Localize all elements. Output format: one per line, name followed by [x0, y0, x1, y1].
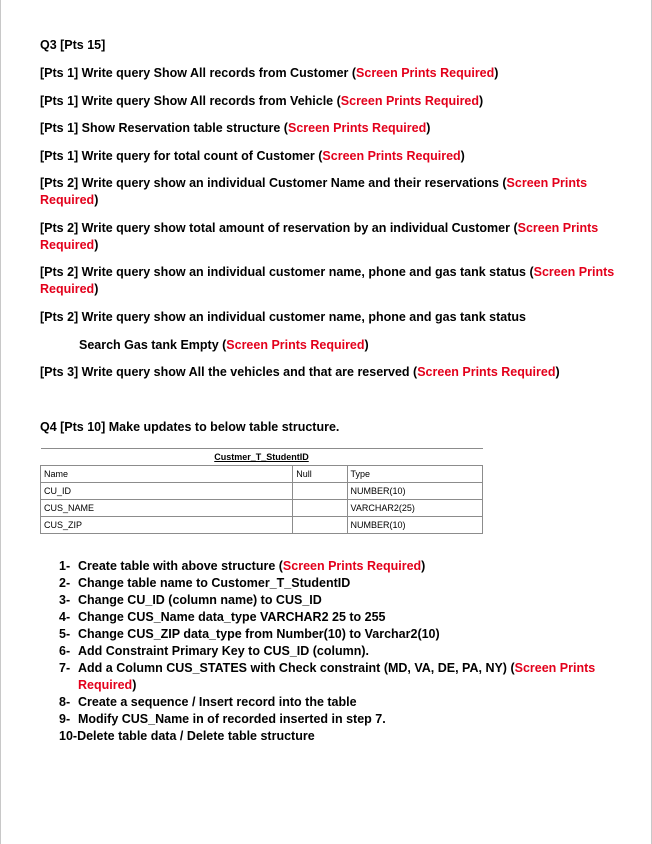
screen-prints-note: Screen Prints Required [40, 221, 599, 252]
q3-item-2: [Pts 1] Write query Show All records from Vehicle (Screen Prints Required) [40, 94, 484, 108]
step-10: 10-Delete table data / Delete table structure [59, 729, 315, 743]
cell-null [293, 483, 347, 500]
page-left-border [0, 0, 1, 844]
screen-prints-note: Screen Prints Required [78, 661, 596, 692]
table-header-row [41, 466, 483, 483]
q3-item-8: [Pts 2] Write query show an individual customer name, phone and gas tank status [40, 310, 526, 324]
table-title-row [41, 449, 483, 466]
table-row [41, 483, 483, 500]
step-3: 3- Change CU_ID (column name) to CUS_ID [59, 593, 322, 607]
screen-prints-note: Screen Prints Required [322, 149, 461, 163]
q3-item-4: [Pts 1] Write query for total count of Customer (Screen Prints Required) [40, 149, 465, 163]
step-8: 8- Create a sequence / Insert record into the table [59, 695, 357, 709]
cell-name: CUS_ZIP [41, 517, 293, 534]
q4-heading: Q4 [Pts 10] Make updates to below table structure. [40, 420, 340, 434]
q3-item-1: [Pts 1] Write query Show All records from Customer (Screen Prints Required) [40, 66, 499, 80]
steps-list [59, 558, 619, 745]
q3-item-7: [Pts 2] Write query show an individual customer name, phone and gas tank status (Screen Prints Required) [40, 265, 615, 296]
step-4: 4- Change CUS_Name data_type VARCHAR2 25 to 255 [59, 610, 386, 624]
step-2: 2- Change table name to Customer_T_StudentID [59, 576, 351, 590]
screen-prints-note: Screen Prints Required [282, 559, 422, 573]
step-6: 6- Add Constraint Primary Key to CUS_ID (column). [59, 644, 370, 658]
cell-null [293, 500, 347, 517]
cell-type: NUMBER(10) [347, 483, 482, 500]
column-header-name: Name [41, 466, 293, 483]
screen-prints-note: Screen Prints Required [226, 338, 365, 352]
cell-null [293, 517, 347, 534]
q3-item-6: [Pts 2] Write query show total amount of reservation by an individual Customer (Screen Prints Required) [40, 221, 599, 252]
q3-item-5: [Pts 2] Write query show an individual Customer Name and their reservations (Screen Prints Required) [40, 176, 588, 207]
table-title: Custmer_T_StudentID [41, 449, 483, 466]
table-structure [40, 448, 483, 534]
q3-item-3: [Pts 1] Show Reservation table structure (Screen Prints Required) [40, 121, 431, 135]
screen-prints-note: Screen Prints Required [40, 265, 615, 296]
column-header-type: Type [347, 466, 482, 483]
screen-prints-note: Screen Prints Required [356, 66, 495, 80]
cell-type: VARCHAR2(25) [347, 500, 482, 517]
q3-item-9: [Pts 3] Write query show All the vehicles and that are reserved (Screen Prints Required) [40, 365, 560, 379]
screen-prints-note: Screen Prints Required [417, 365, 556, 379]
cell-name: CUS_NAME [41, 500, 293, 517]
q3-heading: Q3 [Pts 15] [40, 38, 106, 52]
table-row [41, 500, 483, 517]
q3-item-8-subline: Search Gas tank Empty (Screen Prints Required) [79, 338, 369, 352]
step-9: 9- Modify CUS_Name in of recorded inserted in step 7. [59, 712, 386, 726]
table-row [41, 517, 483, 534]
screen-prints-note: Screen Prints Required [40, 176, 588, 207]
screen-prints-note: Screen Prints Required [340, 94, 480, 108]
step-1: 1- Create table with above structure (Screen Prints Required) [59, 559, 426, 573]
cell-name: CU_ID [41, 483, 293, 500]
step-5: 5- Change CUS_ZIP data_type from Number(10) to Varchar2(10) [59, 627, 440, 641]
screen-prints-note: Screen Prints Required [287, 121, 427, 135]
cell-type: NUMBER(10) [347, 517, 482, 534]
column-header-null: Null [293, 466, 347, 483]
step-7: 7- Add a Column CUS_STATES with Check constraint (MD, VA, DE, PA, NY) (Screen Prints Required) [59, 661, 596, 692]
